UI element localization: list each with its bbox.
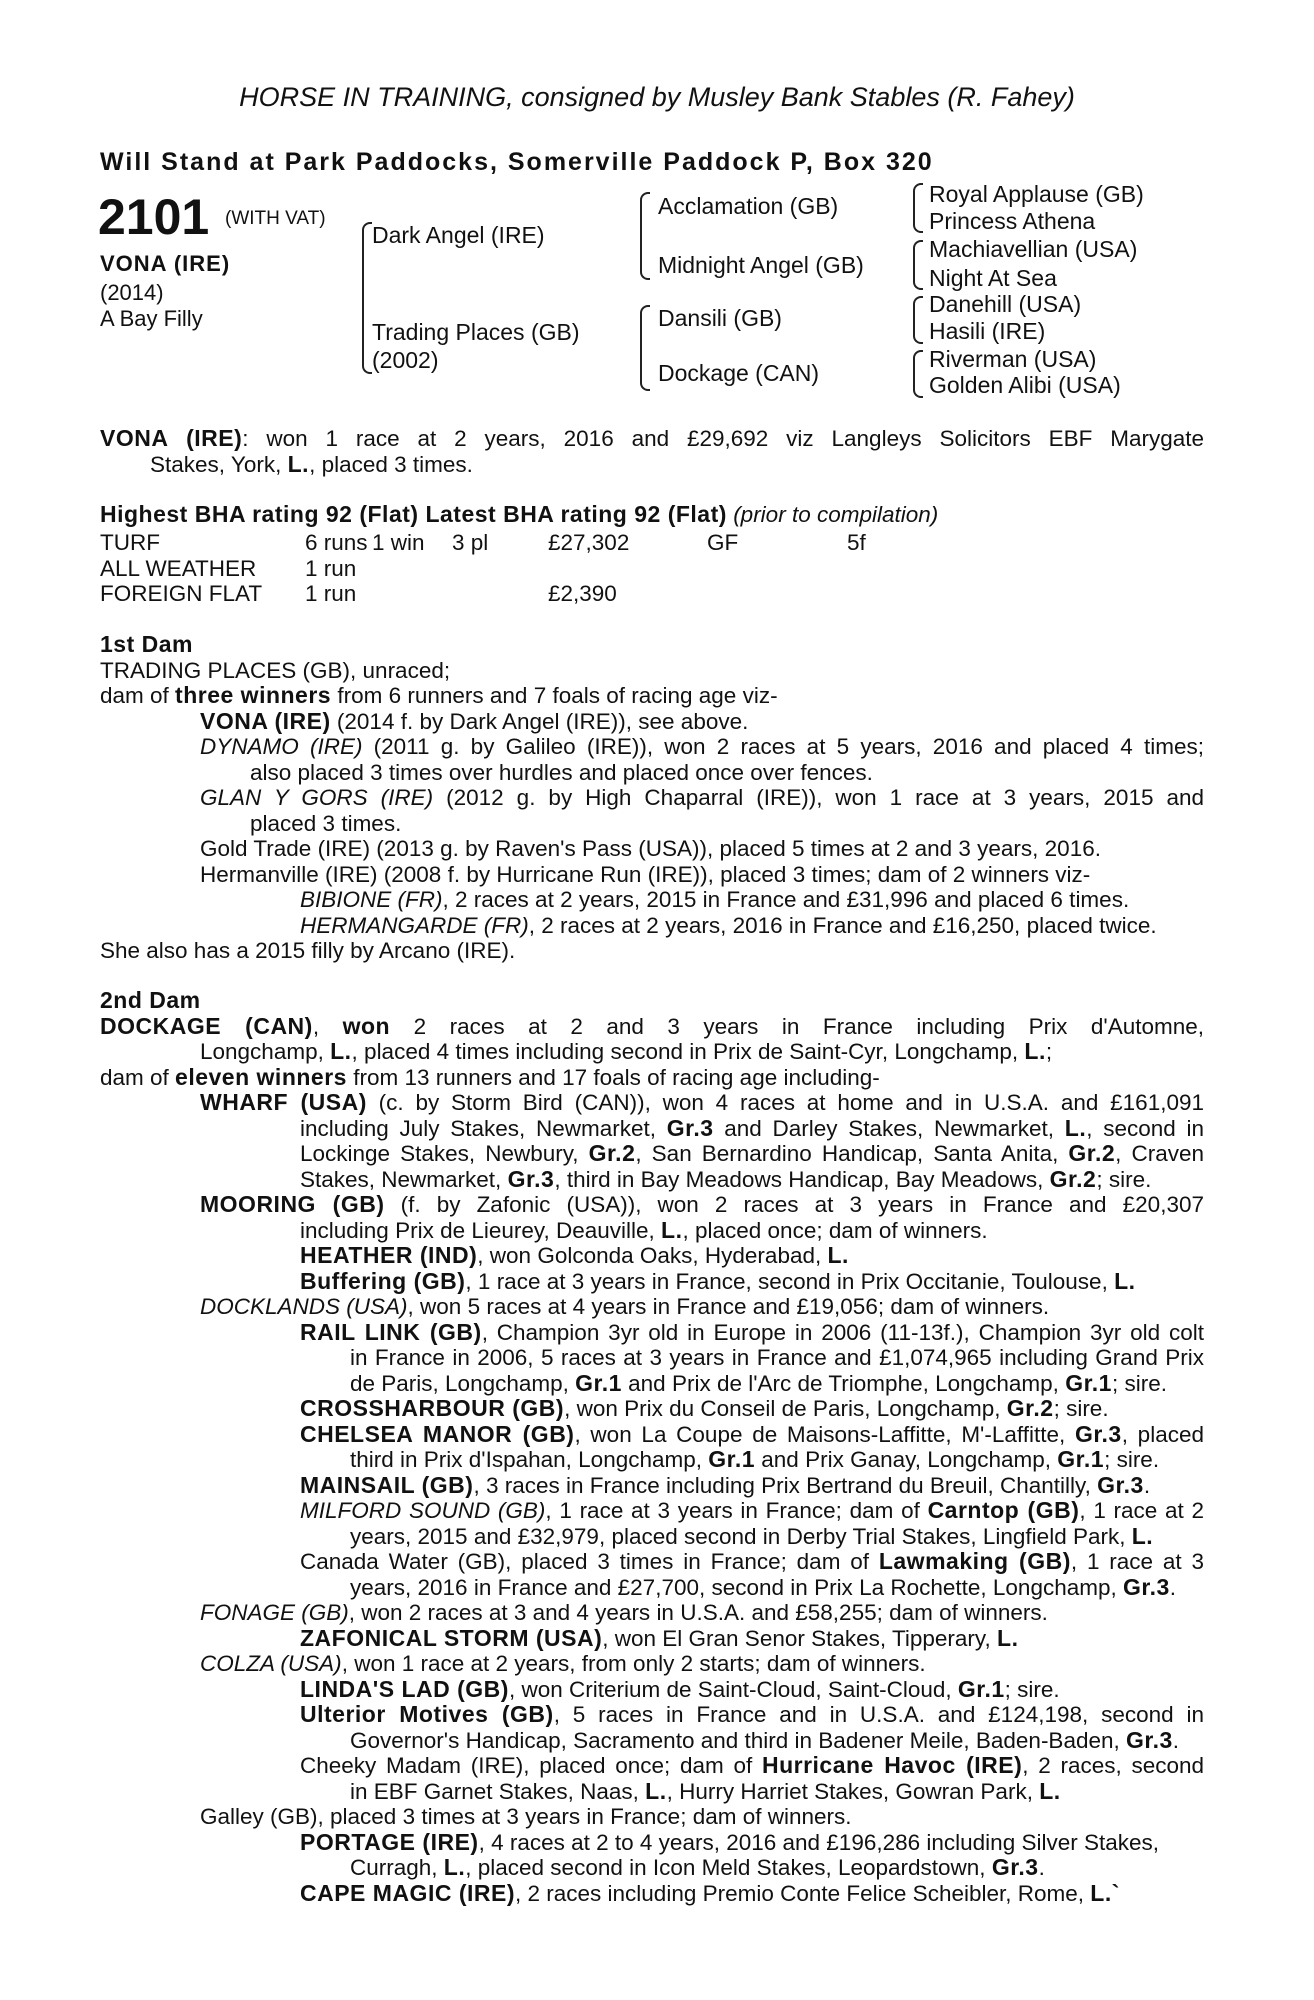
text-line: ZAFONICAL STORM (USA), won El Gran Senor Stakes, Tipperary, L. — [300, 1624, 1019, 1651]
horse-year: (2014) — [100, 280, 164, 305]
text-line: DYNAMO (IRE) (2011 g. by Galileo (IRE)), won 2 races at 5 years, 2016 and placed 4 times; — [200, 734, 1204, 759]
text-line: MOORING (GB) (f. by Zafonic (USA)), won 2 races at 3 years in France and £20,307 — [200, 1191, 1204, 1217]
text-line: placed 3 times. — [250, 810, 402, 836]
text-line: FONAGE (GB), won 2 races at 3 and 4 years in U.S.A. and £58,255; dam of winners. — [200, 1600, 1048, 1625]
pedigree-sire: Dark Angel (IRE) — [372, 222, 545, 248]
pedigree-dss: Danehill (USA) — [929, 291, 1082, 317]
pedigree-bracket — [913, 240, 923, 290]
pedigree-dd: Dockage (CAN) — [658, 360, 820, 386]
summary-text: Stakes, York, — [150, 451, 282, 477]
text-line: DOCKAGE (CAN), won 2 races at 2 and 3 years in France including Prix d'Automne, — [100, 1012, 1204, 1039]
second-dam-heading: 2nd Dam — [100, 987, 201, 1013]
text-line: MAINSAIL (GB), 3 races in France including Prix Bertrand du Breuil, Chantilly, Gr.3. — [300, 1471, 1151, 1498]
text-line: including July Stakes, Newmarket, Gr.3 and Darley Stakes, Newmarket, L., second in — [300, 1114, 1204, 1141]
horse-name: VONA (IRE) — [100, 251, 231, 276]
ratings-wins-cell: 1 win — [372, 530, 425, 555]
ratings-pl-cell: 3 pl — [452, 530, 489, 555]
ratings-money-cell: £2,390 — [548, 581, 617, 606]
pedigree-bracket — [640, 192, 650, 280]
text-line: RAIL LINK (GB), Champion 3yr old in Europe in 2006 (11-13f.), Champion 3yr old colt — [300, 1318, 1204, 1345]
lot-number: 2101 — [98, 189, 210, 245]
ratings-label-cell: FOREIGN FLAT — [100, 581, 263, 606]
page-header: HORSE IN TRAINING, consigned by Musley Bank Stables (R. Fahey) — [239, 82, 1075, 112]
ratings-runs-cell: 6 runs — [305, 530, 368, 555]
pedigree-ss: Acclamation (GB) — [658, 193, 839, 219]
summary-text: , placed 3 times. — [309, 451, 473, 477]
ratings-money-cell: £27,302 — [548, 530, 630, 555]
text-line: WHARF (USA) (c. by Storm Bird (CAN)), won 4 races at home and in U.S.A. and £161,091 — [200, 1089, 1204, 1115]
ratings-going-cell: GF — [707, 530, 739, 555]
pedigree-dds: Riverman (USA) — [929, 346, 1097, 372]
text-line: third in Prix d'Ispahan, Longchamp, Gr.1 and Prix Ganay, Longchamp, Gr.1; sire. — [350, 1446, 1160, 1472]
pedigree-sd: Midnight Angel (GB) — [658, 252, 864, 278]
text-line: BIBIONE (FR), 2 races at 2 years, 2015 in France and £31,996 and placed 6 times. — [300, 887, 1130, 912]
vat-note: (WITH VAT) — [225, 208, 326, 229]
ratings-note: (prior to compilation) — [733, 502, 939, 527]
summary-horse-name: VONA (IRE) — [100, 425, 243, 451]
pedigree-dsd: Hasili (IRE) — [929, 318, 1046, 344]
text-line: LINDA'S LAD (GB), won Criterium de Saint-Cloud, Saint-Cloud, Gr.1; sire. — [300, 1675, 1060, 1702]
ratings-heading: Highest BHA rating 92 (Flat) Latest BHA rating 92 (Flat) — [100, 501, 727, 527]
text-line: Governor's Handicap, Sacramento and third in Badener Meile, Baden-Baden, Gr.3. — [350, 1726, 1180, 1753]
text-line: HEATHER (IND), won Golconda Oaks, Hyderabad, L. — [300, 1242, 849, 1268]
ratings-section — [100, 502, 1204, 528]
pedigree-ddd: Golden Alibi (USA) — [929, 372, 1121, 398]
pedigree-sss: Royal Applause (GB) — [929, 181, 1144, 207]
ratings-label-cell: TURF — [100, 530, 160, 555]
text-line: GLAN Y GORS (IRE) (2012 g. by High Chaparral (IRE)), won 1 race at 3 years, 2015 and — [200, 785, 1204, 810]
text-line: dam of eleven winners from 13 runners and 17 foals of racing age including- — [100, 1063, 880, 1090]
ratings-dist-cell: 5f — [847, 530, 866, 555]
pedigree-ds: Dansili (GB) — [658, 305, 782, 331]
ratings-runs-cell: 1 run — [305, 555, 357, 581]
text-line: Longchamp, L., placed 4 times including second in Prix de Saint-Cyr, Longchamp, L.; — [200, 1038, 1053, 1064]
text-line: DOCKLANDS (USA), won 5 races at 4 years in France and £19,056; dam of winners. — [200, 1294, 1050, 1319]
text-line: de Paris, Longchamp, Gr.1 and Prix de l'Arc de Triomphe, Longchamp, Gr.1; sire. — [350, 1369, 1167, 1396]
pedigree-bracket — [913, 296, 923, 344]
ratings-label-cell: ALL WEATHER — [100, 555, 257, 581]
text-line: Canada Water (GB), placed 3 times in France; dam of Lawmaking (GB), 1 race at 3 — [300, 1548, 1204, 1574]
text-line: HERMANGARDE (FR), 2 races at 2 years, 2016 in France and £16,250, placed twice. — [300, 912, 1157, 938]
text-line: including Prix de Lieurey, Deauville, L., placed once; dam of winners. — [300, 1216, 988, 1243]
pedigree-bracket — [640, 305, 650, 391]
text-line: in France in 2006, 5 races at 3 years in France and £1,074,965 including Grand Prix — [350, 1345, 1204, 1370]
text-line: Cheeky Madam (IRE), placed once; dam of Hurricane Havoc (IRE), 2 races, second — [300, 1752, 1204, 1778]
text-line: also placed 3 times over hurdles and placed once over fences. — [250, 759, 873, 785]
text-line: CROSSHARBOUR (GB), won Prix du Conseil de Paris, Longchamp, Gr.2; sire. — [300, 1395, 1109, 1421]
text-line: Lockinge Stakes, Newbury, Gr.2, San Bernardino Handicap, Santa Anita, Gr.2, Craven — [300, 1140, 1204, 1166]
ratings-runs-cell: 1 run — [305, 581, 357, 606]
pedigree-ssd: Princess Athena — [929, 208, 1096, 234]
summary-text: : won 1 race at 2 years, 2016 and £29,692 viz Langleys Solicitors EBF Marygate — [242, 426, 1204, 451]
listed-marker: L. — [287, 450, 310, 477]
text-line: years, 2016 in France and £27,700, second in Prix La Rochette, Longchamp, Gr.3. — [350, 1573, 1177, 1600]
text-line: VONA (IRE) (2014 f. by Dark Angel (IRE)), see above. — [200, 707, 749, 734]
pedigree-sdd: Night At Sea — [929, 265, 1057, 291]
pedigree-dam-year: (2002) — [372, 347, 439, 373]
first-dam-heading: 1st Dam — [100, 631, 193, 657]
text-line: Gold Trade (IRE) (2013 g. by Raven's Pass (USA)), placed 5 times at 2 and 3 years, 2016. — [200, 836, 1101, 861]
text-line: dam of three winners from 6 runners and 7 foals of racing age viz- — [100, 682, 778, 708]
pedigree-sds: Machiavellian (USA) — [929, 236, 1138, 262]
pedigree-dam: Trading Places (GB) — [372, 319, 580, 345]
second-dam-section — [100, 988, 1204, 1906]
text-line: Stakes, Newmarket, Gr.3, third in Bay Meadows Handicap, Bay Meadows, Gr.2; sire. — [300, 1165, 1152, 1192]
text-line: Hermanville (IRE) (2008 f. by Hurricane Run (IRE)), placed 3 times; dam of 2 winners viz- — [200, 861, 1091, 887]
text-line: Galley (GB), placed 3 times at 3 years in France; dam of winners. — [200, 1804, 852, 1829]
text-line: in EBF Garnet Stakes, Naas, L., Hurry Harriet Stakes, Gowran Park, L. — [350, 1777, 1061, 1804]
pedigree-bracket — [913, 350, 923, 398]
text-line: MILFORD SOUND (GB), 1 race at 3 years in France; dam of Carntop (GB), 1 race at 2 — [300, 1497, 1204, 1523]
text-line: COLZA (USA), won 1 race at 2 years, from only 2 starts; dam of winners. — [200, 1651, 926, 1676]
stand-location: Will Stand at Park Paddocks, Somerville Paddock P, Box 320 — [100, 148, 934, 176]
text-line: Curragh, L., placed second in Icon Meld Stakes, Leopardstown, Gr.3. — [350, 1854, 1045, 1880]
text-line: years, 2015 and £32,979, placed second in Derby Trial Stakes, Lingfield Park, L. — [350, 1522, 1154, 1549]
text-line: Buffering (GB), 1 race at 3 years in France, second in Prix Occitanie, Toulouse, L. — [300, 1267, 1136, 1294]
text-line: CAPE MAGIC (IRE), 2 races including Premio Conte Felice Scheibler, Rome, L.` — [300, 1879, 1120, 1906]
horse-description: A Bay Filly — [100, 306, 203, 331]
pedigree-bracket — [913, 183, 923, 233]
race-summary — [100, 426, 1204, 477]
text-line: PORTAGE (IRE), 4 races at 2 to 4 years, 2016 and £196,286 including Silver Stakes, — [300, 1828, 1160, 1855]
text-line: Ulterior Motives (GB), 5 races in France and in U.S.A. and £124,198, second in — [300, 1701, 1205, 1727]
text-line: TRADING PLACES (GB), unraced; — [100, 657, 451, 683]
first-dam-section — [100, 632, 1204, 964]
text-line: She also has a 2015 filly by Arcano (IRE). — [100, 938, 516, 963]
text-line: CHELSEA MANOR (GB), won La Coupe de Maisons-Laffitte, M'-Laffitte, Gr.3, placed — [300, 1420, 1204, 1447]
pedigree-bracket — [362, 222, 372, 374]
